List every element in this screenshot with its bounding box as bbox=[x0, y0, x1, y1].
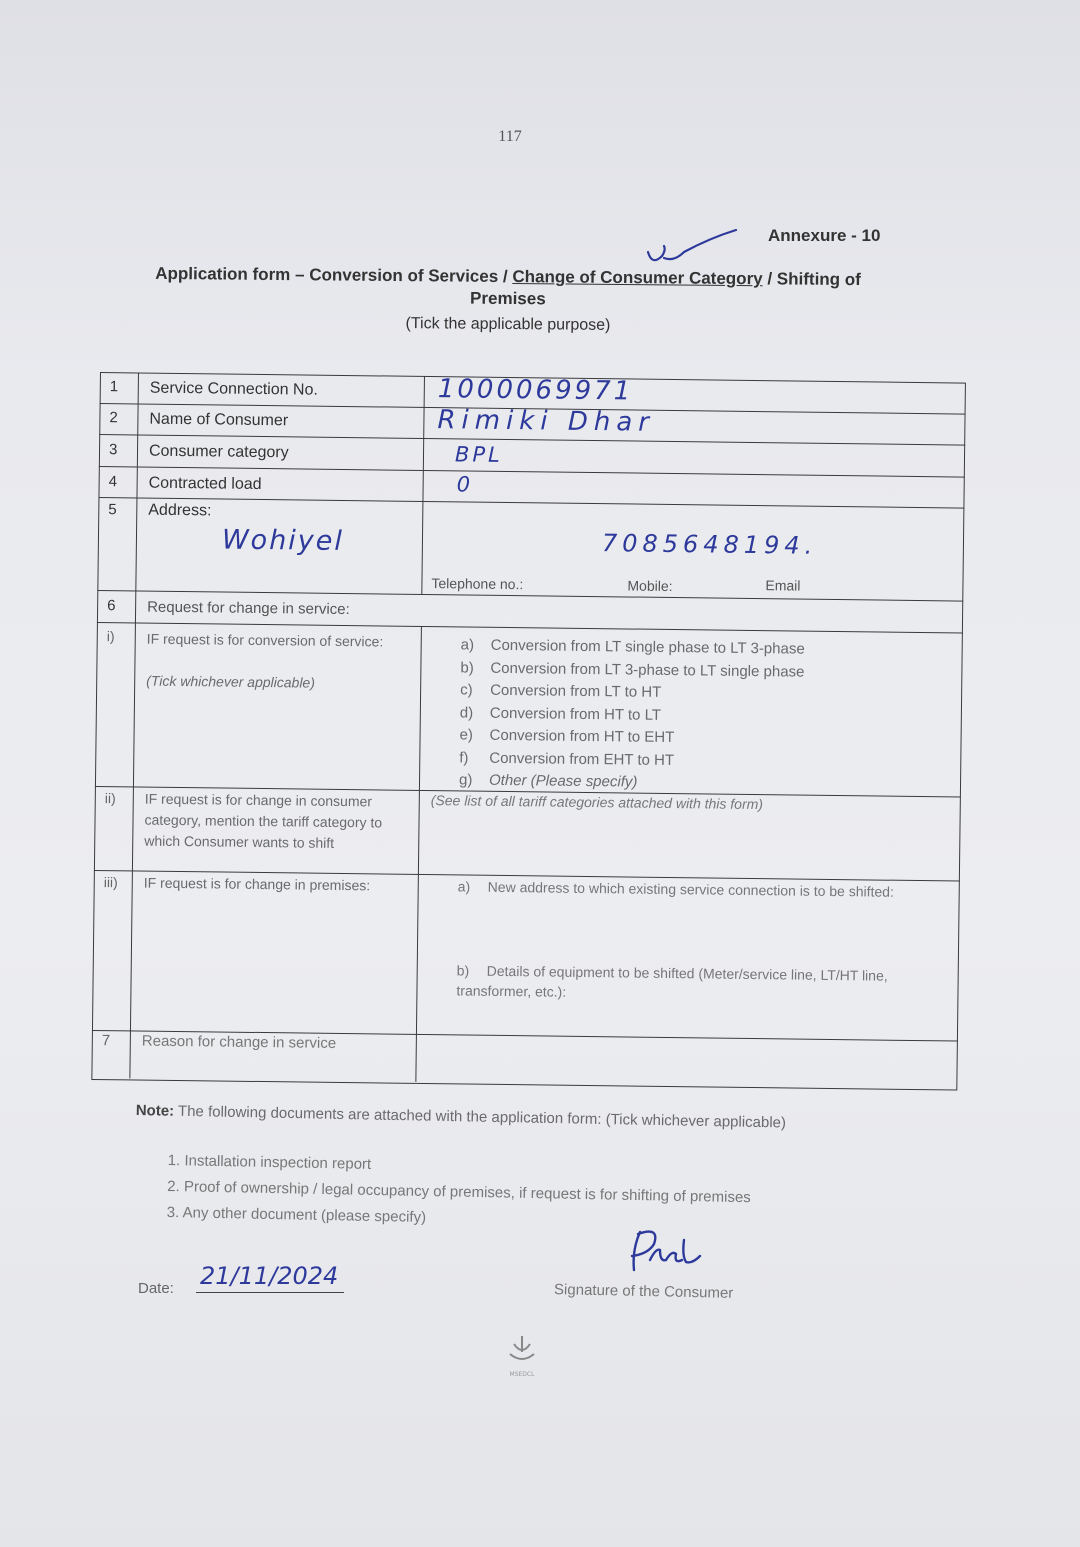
signature-label: Signature of the Consumer bbox=[553, 1281, 734, 1302]
new-address-item bbox=[458, 876, 938, 902]
service-connection-value: 1000069971 bbox=[437, 374, 634, 407]
documents-note bbox=[136, 1100, 896, 1137]
date-value: 21/11/2024 bbox=[196, 1262, 344, 1293]
logo-text: MSEDCL bbox=[509, 1371, 535, 1378]
option-text: Conversion from EHT to HT bbox=[489, 749, 675, 769]
option-text: Conversion from HT to EHT bbox=[489, 726, 675, 747]
row-label: IF request is for change in premises: bbox=[143, 874, 371, 894]
form-title-part1: Application form – Conversion of Services / bbox=[155, 263, 513, 287]
document-item[interactable]: 2. Proof of ownership / legal occupancy of premises, if request is for shifting of premises bbox=[167, 1177, 751, 1207]
form-subtitle: (Tick the applicable purpose) bbox=[405, 315, 611, 334]
row-number: 4 bbox=[108, 473, 118, 491]
page-number: 117 bbox=[498, 128, 522, 145]
item-text: Details of equipment to be shifted (Meter/service line, LT/HT line, transformer, etc.): bbox=[456, 962, 888, 1000]
row-label: Name of Consumer bbox=[149, 410, 289, 430]
signature-text: Dhar bbox=[660, 1278, 663, 1279]
row-label: Address: bbox=[148, 501, 212, 520]
option-text: Conversion from HT to LT bbox=[489, 704, 662, 724]
row-number: i) bbox=[106, 628, 115, 645]
msedcl-logo bbox=[500, 1330, 544, 1380]
document-item[interactable]: 1. Installation inspection report bbox=[167, 1151, 372, 1173]
note-text: The following documents are attached with the application form: (Tick whichever applicable) bbox=[173, 1102, 787, 1132]
address-value: Wohiyel bbox=[221, 524, 345, 557]
form-title bbox=[128, 263, 888, 314]
mobile-value: 7085648194. bbox=[601, 529, 818, 560]
row-number: iii) bbox=[103, 874, 118, 891]
option-letter: f) bbox=[459, 748, 469, 767]
mobile-label: Mobile: bbox=[627, 577, 673, 595]
row-label: IF request is for conversion of service: bbox=[146, 630, 384, 650]
row-label: Request for change in service: bbox=[147, 598, 350, 619]
consumer-name-value: Rimiki Dhar bbox=[437, 405, 656, 438]
item-letter: b) bbox=[456, 962, 470, 979]
row-number: 5 bbox=[108, 501, 117, 519]
row-number: 6 bbox=[107, 597, 116, 615]
email-label: Email bbox=[765, 577, 801, 594]
option-text: Conversion from LT 3-phase to LT single phase bbox=[490, 659, 805, 681]
row-number: 1 bbox=[109, 378, 119, 396]
option-letter: e) bbox=[459, 726, 474, 744]
equipment-details-item bbox=[456, 960, 936, 1006]
contracted-load-value: 0 bbox=[456, 472, 474, 497]
documents-list bbox=[167, 1148, 898, 1240]
option-letter: a) bbox=[460, 636, 475, 654]
row-label: Service Connection No. bbox=[149, 379, 318, 399]
option-letter: g) bbox=[458, 771, 473, 789]
option-letter: d) bbox=[459, 703, 474, 722]
form-title-part3: / Shifting of Premises bbox=[470, 269, 861, 309]
row-number: 7 bbox=[101, 1032, 111, 1050]
row-label: Contracted load bbox=[148, 474, 262, 493]
document-item[interactable]: 3. Any other document (please specify) bbox=[166, 1203, 427, 1226]
table-row bbox=[94, 786, 961, 882]
row-label: Reason for change in service bbox=[141, 1032, 337, 1052]
consumer-signature bbox=[620, 1220, 720, 1280]
table-row bbox=[97, 497, 964, 602]
tariff-note: (See list of all tariff categories attached with this form) bbox=[430, 792, 764, 813]
row-label: Consumer category bbox=[148, 442, 289, 462]
item-text: New address to which existing service connection is to be shifted: bbox=[487, 878, 895, 900]
note-prefix: Note: bbox=[135, 1101, 175, 1120]
form-title-underlined: Change of Consumer Category bbox=[512, 267, 763, 289]
option-letter: b) bbox=[460, 658, 474, 677]
annexure-label: Annexure - 10 bbox=[768, 226, 881, 245]
row-number: ii) bbox=[104, 790, 116, 807]
option-text: Conversion from LT to HT bbox=[490, 681, 662, 701]
telephone-label: Telephone no.: bbox=[431, 575, 524, 593]
consumer-category-value: BPL bbox=[454, 442, 503, 467]
option-text: Conversion from LT single phase to LT 3-phase bbox=[490, 636, 805, 658]
item-letter: a) bbox=[457, 878, 471, 895]
application-table bbox=[91, 372, 966, 1091]
conversion-options-list bbox=[459, 634, 805, 796]
table-row bbox=[92, 870, 960, 1042]
row-hint: (Tick whichever applicable) bbox=[146, 672, 316, 691]
date-label: Date: bbox=[138, 1280, 174, 1297]
row-number: 3 bbox=[108, 441, 118, 459]
row-number: 2 bbox=[109, 409, 118, 427]
tick-mark-icon bbox=[640, 222, 750, 272]
option-letter: c) bbox=[460, 681, 473, 699]
option-text: Other (Please specify) bbox=[488, 771, 638, 791]
row-label: IF request is for change in consumer category, mention the tariff category to which Consumer wants to shift bbox=[144, 790, 383, 851]
